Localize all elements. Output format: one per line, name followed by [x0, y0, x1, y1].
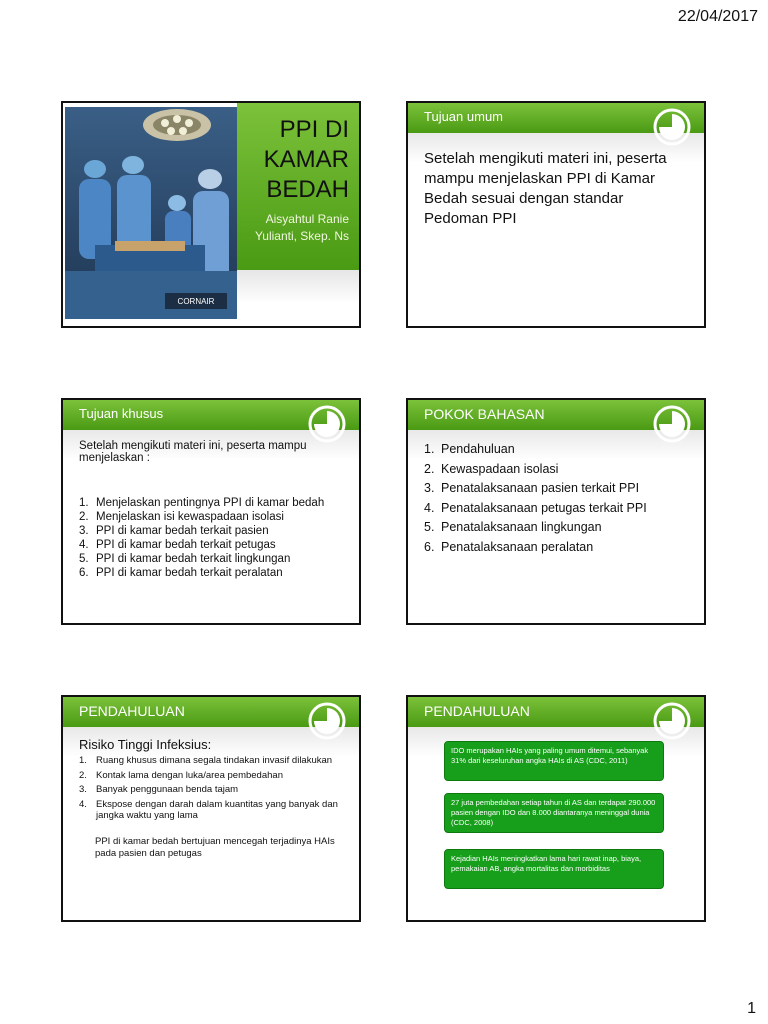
list-item: 1. Menjelaskan pentingnya PPI di kamar bedah: [79, 497, 325, 509]
info-box: Kejadian HAIs meningkatkan lama hari rawat inap, biaya, pemakaian AB, angka mortalitas dan morbiditas: [444, 849, 664, 889]
list-item: 3. PPI di kamar bedah terkait pasien: [79, 525, 269, 537]
slide-tujuan-khusus: [61, 398, 361, 625]
risk-list: [79, 755, 345, 822]
risk-title: Risiko Tinggi Infeksius:: [79, 737, 212, 752]
page-date: 22/04/2017: [677, 8, 758, 25]
list-item: 2. Menjelaskan isi kewaspadaan isolasi: [79, 511, 284, 523]
purpose-note: PPI di kamar bedah bertujuan mencegah terjadinya HAIs pada pasien dan petugas: [95, 835, 335, 859]
clock-logo-icon: [652, 107, 692, 147]
surgery-photo: [65, 107, 237, 319]
page-number: 1: [747, 1000, 756, 1017]
objective-list: [79, 496, 345, 580]
presentation-title: PPI DI KAMAR BEDAH: [263, 116, 349, 203]
slide-header: POKOK BAHASAN: [408, 400, 704, 430]
slide-title: [61, 101, 361, 328]
info-box: IDO merupakan HAIs yang paling umum ditemui, sebanyak 31% dari keseluruhan angka HAIs di AS (CDC, 2011): [444, 741, 664, 781]
list-item: 4. Ekspose dengan darah dalam kuantitas yang banyak dan jangka waktu yang lama: [79, 798, 338, 821]
list-item: 5. Penatalaksanaan lingkungan: [424, 520, 602, 534]
title-footer: [237, 270, 359, 326]
slide-header: PENDAHULUAN: [63, 697, 359, 727]
list-item: 1. Ruang khusus dimana segala tindakan invasif dilakukan: [79, 755, 333, 766]
slide-pendahuluan-1: [61, 695, 361, 922]
list-item: 2. Kontak lama dengan luka/area pembedahan: [79, 769, 283, 781]
list-item: 6. Penatalaksanaan peralatan: [424, 539, 594, 554]
list-item: 2. Kewaspadaan isolasi: [424, 461, 559, 476]
list-item: 6. PPI di kamar bedah terkait peralatan: [79, 567, 283, 579]
list-item: 4. Penatalaksanaan petugas terkait PPI: [424, 500, 647, 515]
slide-header: PENDAHULUAN: [408, 697, 704, 727]
clock-logo-icon: [307, 701, 347, 741]
clock-logo-icon: [652, 701, 692, 741]
photo-caption: CORNAIR: [177, 297, 215, 306]
topic-list: [424, 440, 690, 557]
clock-logo-icon: [652, 404, 692, 444]
slide-pokok-bahasan: [406, 398, 706, 625]
info-box: 27 juta pembedahan setiap tahun di AS dan terdapat 290.000 pasien dengan IDO dan 8.000 diantaranya meninggal dunia (CDC, 2008): [444, 793, 664, 833]
author: Aisyahtul Ranie Yulianti, Skep. Ns: [254, 212, 349, 243]
clock-logo-icon: [307, 404, 347, 444]
list-item: 4. PPI di kamar bedah terkait petugas: [79, 539, 276, 551]
slide-header: Tujuan umum: [408, 103, 704, 133]
list-item: 1. Pendahuluan: [424, 442, 515, 456]
intro-text: Setelah mengikuti materi ini, peserta mampu menjelaskan :: [79, 440, 307, 464]
list-item: 5. PPI di kamar bedah terkait lingkungan: [79, 553, 291, 565]
slide-pendahuluan-2: [406, 695, 706, 922]
list-item: 3. Penatalaksanaan pasien terkait PPI: [424, 481, 640, 495]
slide-text: Setelah mengikuti materi ini, peserta mampu menjelaskan PPI di Kamar Bedah sesuai dengan standar Pedoman PPI: [424, 150, 667, 227]
list-item: 3. Banyak penggunaan benda tajam: [79, 784, 239, 795]
title-panel: [237, 103, 359, 270]
slide-header: Tujuan khusus: [63, 400, 359, 430]
slide-tujuan-umum: [406, 101, 706, 328]
